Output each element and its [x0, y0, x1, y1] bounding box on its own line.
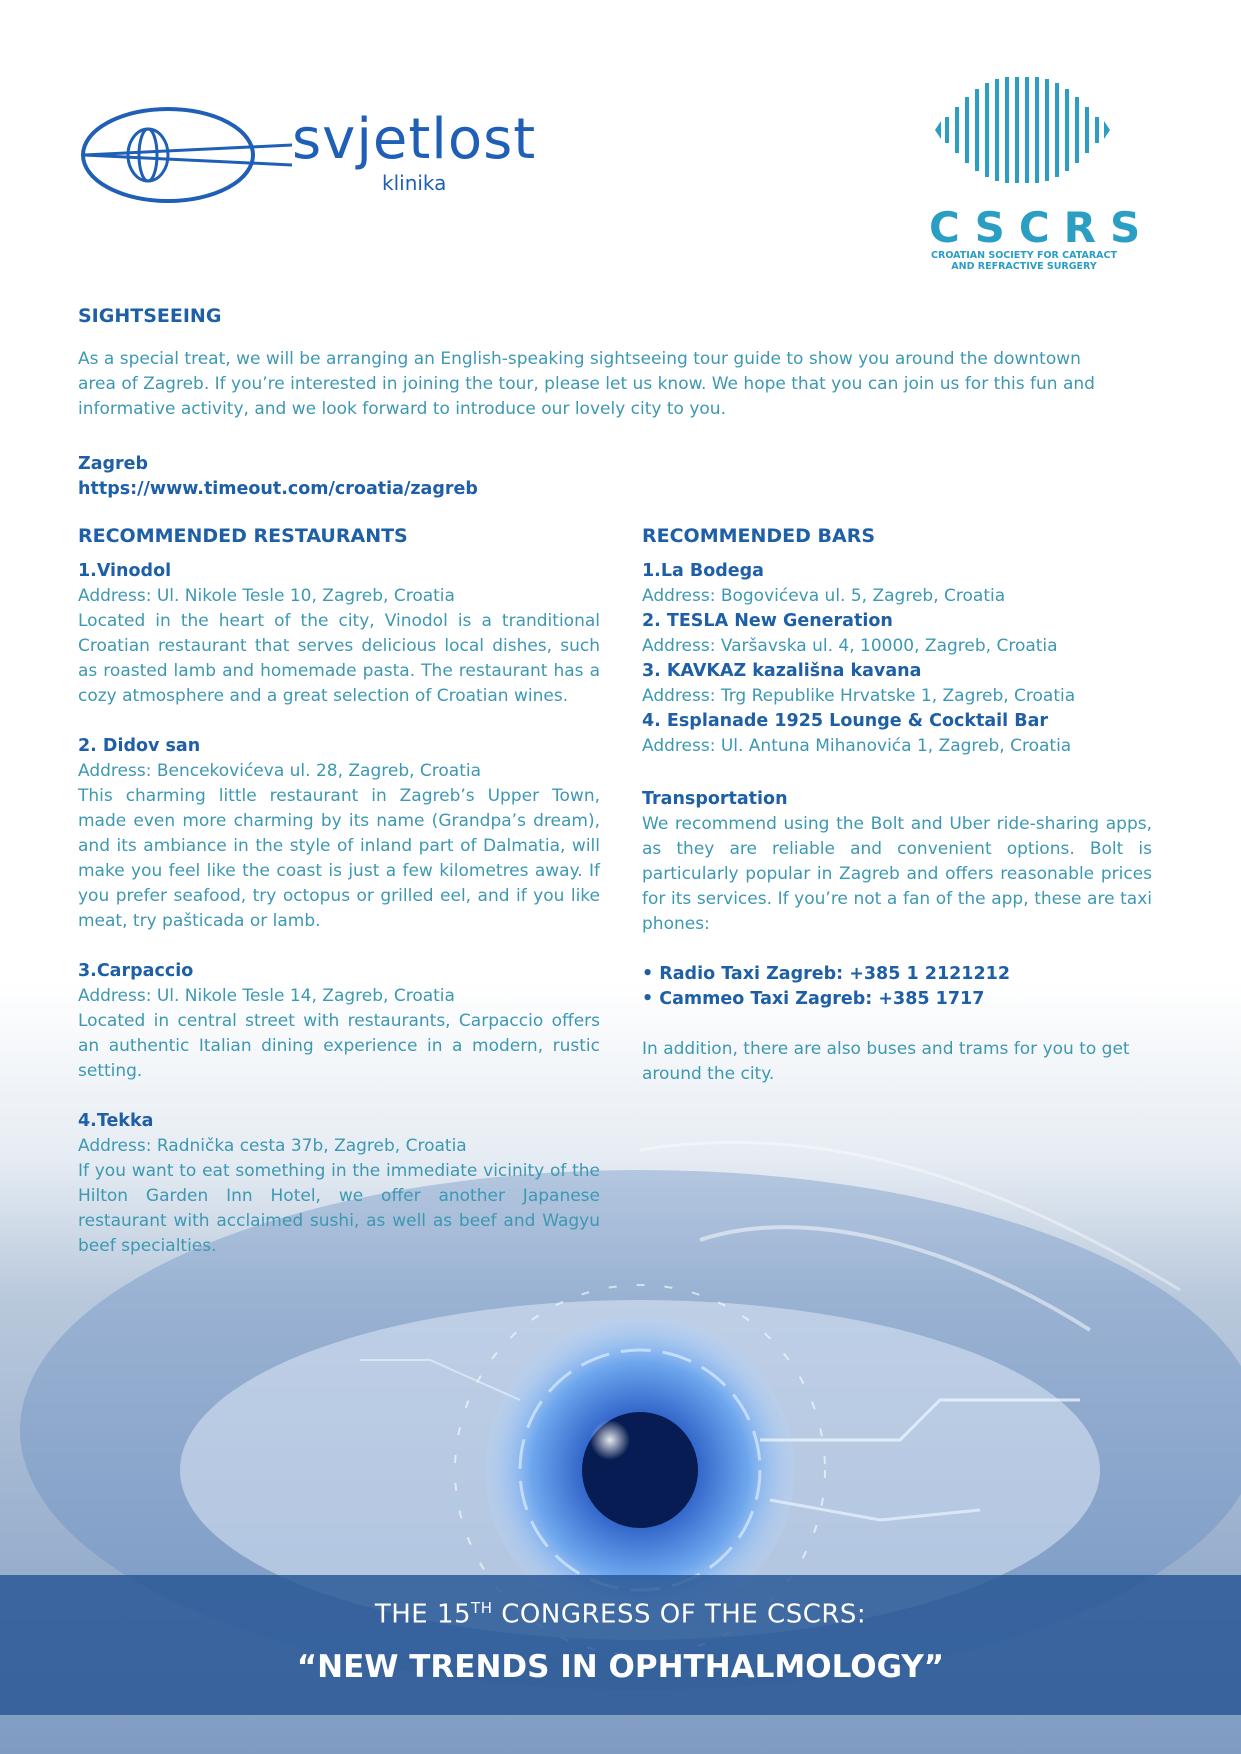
transportation-extra: In addition, there are also buses and trams for you to get around the city.: [642, 1039, 1130, 1084]
restaurant-address: Address: Ul. Nikole Tesle 14, Zagreb, Croatia: [78, 986, 455, 1006]
banner-line1-sup: TH: [471, 1599, 493, 1617]
restaurant-item: [78, 1109, 600, 1259]
sightseeing-heading: SIGHTSEEING: [78, 305, 222, 327]
eye-lens-logo-icon: [80, 105, 292, 205]
congress-banner: [0, 1575, 1241, 1715]
transportation-text: We recommend using the Bolt and Uber ride-sharing apps, as they are reliable and convenient options. Bolt is particularly popular in Zagreb and offers reasonable prices for its services. If you’re not a fan of the app, these are taxi phones:: [642, 814, 1152, 934]
cscrs-acronym: CSCRS: [929, 203, 1155, 252]
sightseeing-link[interactable]: https://www.timeout.com/croatia/zagreb: [78, 479, 478, 499]
cscrs-subtitle-line2: AND REFRACTIVE SURGERY: [951, 261, 1097, 272]
banner-line1: [0, 1599, 1241, 1630]
bars-section: [642, 525, 1152, 1087]
restaurant-description: If you want to eat something in the immediate vicinity of the Hilton Garden Inn Hotel, we offer another Japanese restaurant with acclaimed sushi, as well as beef and Wagyu beef specialties.: [78, 1161, 600, 1256]
bar-address: Address: Trg Republike Hrvatske 1, Zagreb, Croatia: [642, 686, 1076, 706]
cscrs-subtitle: [919, 250, 1129, 272]
cscrs-subtitle-line1: CROATIAN SOCIETY FOR CATARACT: [931, 250, 1117, 261]
restaurant-description: This charming little restaurant in Zagreb’s Upper Town, made even more charming by its name (Grandpa’s dream), and its ambiance in the style of inland part of Dalmatia, will make you feel like the coast is just a few kilometres away. If you prefer seafood, try octopus or grilled eel, and if you like meat, try pašticada or lamb.: [78, 786, 600, 931]
banner-line2: “NEW TRENDS IN OPHTHALMOLOGY”: [296, 1649, 945, 1685]
bar-name: 2. TESLA New Generation: [642, 611, 893, 631]
bar-address: Address: Bogovićeva ul. 5, Zagreb, Croatia: [642, 586, 1006, 606]
restaurants-heading: RECOMMENDED RESTAURANTS: [78, 525, 408, 547]
bar-name: 4. Esplanade 1925 Lounge & Cocktail Bar: [642, 711, 1049, 731]
taxi-phone-radio: • Radio Taxi Zagreb: +385 1 2121212: [642, 964, 1011, 984]
bar-address: Address: Varšavska ul. 4, 10000, Zagreb, Croatia: [642, 636, 1058, 656]
svjetlost-klinika-logo: [80, 105, 537, 215]
restaurant-description: Located in central street with restaurants, Carpaccio offers an authentic Italian dining experience in a modern, rustic setting.: [78, 1011, 600, 1081]
banner-line1-post: CONGRESS OF THE CSCRS:: [492, 1599, 867, 1630]
transportation-heading: Transportation: [642, 789, 788, 809]
restaurant-item: [78, 959, 600, 1084]
restaurant-address: Address: Radnička cesta 37b, Zagreb, Croatia: [78, 1136, 467, 1156]
restaurant-description: Located in the heart of the city, Vinodol is a tranditional Croatian restaurant that serves delicious local dishes, such as roasted lamb and homemade pasta. The restaurant has a cozy atmosphere and a great selection of Croatian wines.: [78, 611, 600, 706]
restaurant-name: 4.Tekka: [78, 1111, 154, 1131]
restaurant-item: [78, 734, 600, 934]
logo-subtitle: klinika: [382, 171, 447, 195]
taxi-phone-cammeo: • Cammeo Taxi Zagreb: +385 1717: [642, 989, 985, 1009]
banner-line1-pre: THE 15: [374, 1599, 472, 1630]
transportation-section: [642, 787, 1152, 1087]
sightseeing-section: [78, 305, 1163, 502]
bar-address: Address: Ul. Antuna Mihanovića 1, Zagreb, Croatia: [642, 736, 1072, 756]
restaurant-name: 2. Didov san: [78, 736, 201, 756]
bar-name: 1.La Bodega: [642, 561, 764, 581]
bars-heading: RECOMMENDED BARS: [642, 525, 876, 547]
restaurant-name: 3.Carpaccio: [78, 961, 194, 981]
restaurant-address: Address: Ul. Nikole Tesle 10, Zagreb, Croatia: [78, 586, 455, 606]
sightseeing-text: As a special treat, we will be arranging an English-speaking sightseeing tour guide to show you around the downtown area of Zagreb. If you’re interested in joining the tour, please let us know. We hope that you can join us for this fun and informative activity, and we look forward to introduce our lovely city to you.: [78, 349, 1095, 419]
striped-eye-logo-icon: [935, 75, 1120, 185]
restaurant-address: Address: Bencekovićeva ul. 28, Zagreb, Croatia: [78, 761, 482, 781]
logo-wordmark: svjetlost: [292, 107, 537, 172]
sightseeing-city: Zagreb: [78, 454, 149, 474]
cscrs-logo: [915, 75, 1155, 275]
restaurants-section: [78, 525, 600, 1284]
restaurant-item: [78, 559, 600, 709]
restaurant-name: 1.Vinodol: [78, 561, 172, 581]
bar-name: 3. KAVKAZ kazališna kavana: [642, 661, 922, 681]
